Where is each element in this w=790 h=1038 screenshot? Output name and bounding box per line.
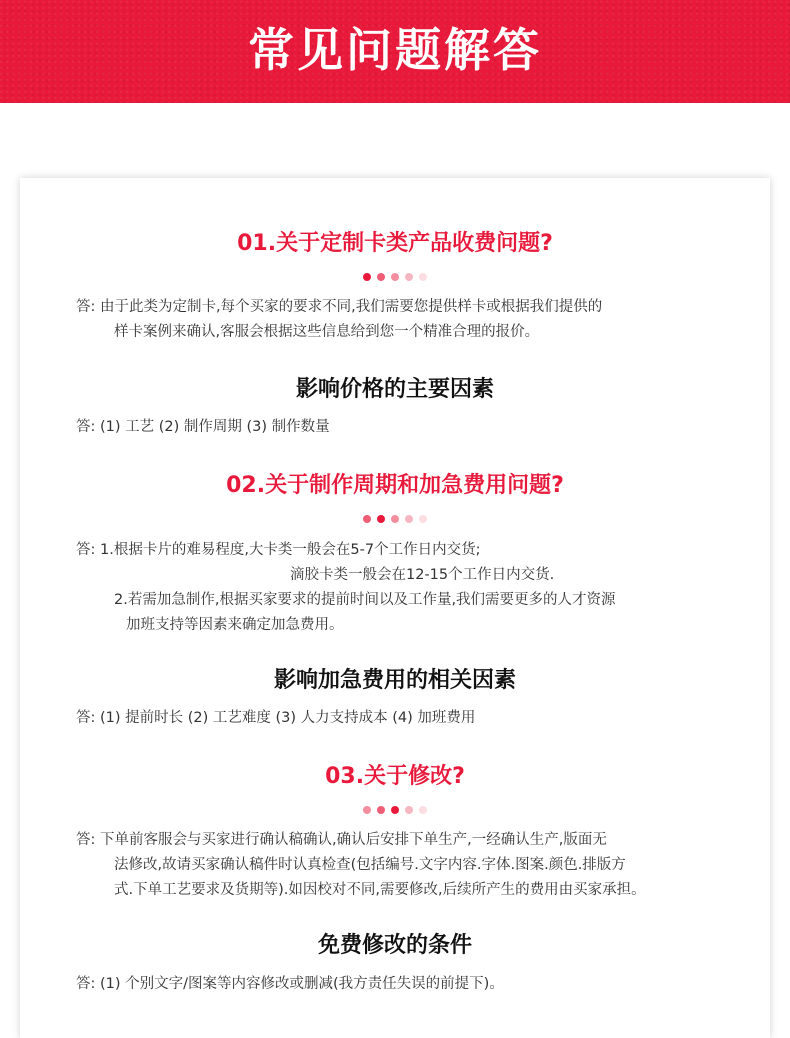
answer-line: 滴胶卡类一般会在12-15个工作日内交货.: [290, 567, 555, 583]
answer-line: 答: 1.根据卡片的难易程度,大卡类一般会在5-7个工作日内交货;: [76, 542, 481, 558]
factors-title-1: 影响价格的主要因素: [295, 377, 494, 402]
answer-line: 答: 由于此类为定制卡,每个买家的要求不同,我们需要您提供样卡或根据我们提供的: [76, 299, 603, 315]
answer-line: 样卡案例来确认,客服会根据这些信息给到您一个精准合理的报价。: [114, 324, 540, 340]
factors-title-3: 免费修改的条件: [317, 933, 472, 958]
factors-title-2: 影响加急费用的相关因素: [273, 668, 516, 693]
factors-line-1: 答: (1) 工艺 (2) 制作周期 (3) 制作数量: [76, 419, 330, 435]
question-title-3: 03.关于修改?: [325, 764, 465, 789]
decorative-dots-1: [20, 273, 770, 281]
answer-line: 2.若需加急制作,根据买家要求的提前时间以及工作量,我们需要更多的人才资源: [114, 592, 616, 608]
header-banner: [0, 0, 790, 103]
factors-line-3: 答: (1) 个别文字/图案等内容修改或删减(我方责任失误的前提下)。: [76, 976, 504, 992]
answer-line: 式.下单工艺要求及货期等).如因校对不同,需要修改,后续所产生的费用由买家承担。: [114, 882, 646, 898]
question-title-2: 02.关于制作周期和加急费用问题?: [226, 473, 564, 498]
answer-line: 加班支持等因素来确定加急费用。: [126, 617, 344, 633]
decorative-dots-2: [20, 515, 770, 523]
page-title: 常见问题解答: [248, 23, 542, 77]
answer-line: 法修改,故请买家确认稿件时认真检查(包括编号.文字内容.字体.图案.颜色.排版方: [114, 857, 626, 873]
answer-line: 答: 下单前客服会与买家进行确认稿确认,确认后安排下单生产,一经确认生产,版面无: [76, 832, 607, 848]
decorative-dots-3: [20, 806, 770, 814]
question-title-1: 01.关于定制卡类产品收费问题?: [237, 231, 553, 256]
factors-line-2: 答: (1) 提前时长 (2) 工艺难度 (3) 人力支持成本 (4) 加班费用: [76, 710, 476, 726]
